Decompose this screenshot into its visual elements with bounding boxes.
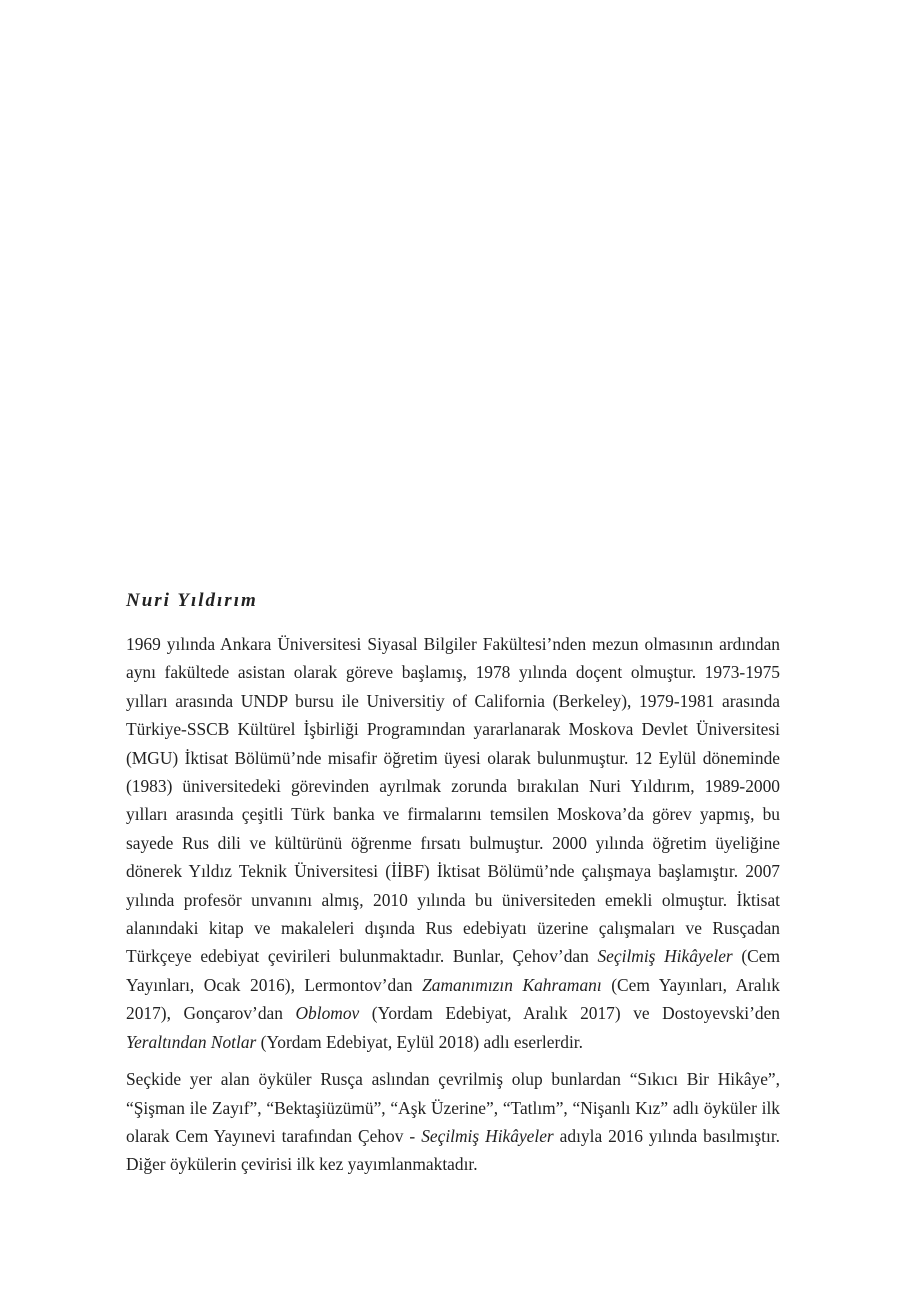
book-title-secilmis-hikayeler: Seçilmiş Hikâyeler bbox=[597, 946, 733, 967]
bio-paragraph-2 bbox=[126, 1065, 780, 1179]
bio-text: (Yordam Edebiyat, Aralık 2017) ve Dostoyevski’den bbox=[359, 1003, 780, 1024]
bio-paragraph-1 bbox=[126, 630, 780, 1056]
author-bio-section bbox=[126, 588, 780, 1179]
bio-text: (Yordam Edebiyat, Eylül 2018) adlı eserlerdir. bbox=[256, 1031, 583, 1052]
bio-text: 1969 yılında Ankara Üniversitesi Siyasal Bilgiler Fakültesi’nden mezun olmasının ardından aynı fakültede asistan olarak göreve başlamış, 1978 yılında doçent olmuştur. 1973-1975 yılları arasında UNDP bursu ile Universitiy of California (Berkeley), 1979-1981 arasında Türkiye-SSCB Kültürel İşbirliği Programından yararlanarak Moskova Devlet Üniversitesi (MGU) İktisat Bölümü’nde misafir öğretim üyesi olarak bulunmuştur. 12 Eylül döneminde (1983) üniversitedeki görevinden ayrılmak zorunda bırakılan Nuri Yıldırım, 1989-2000 yılları arasında çeşitli Türk banka ve firmalarını temsilen Moskova’da görev yapmış, bu sayede Rus dili ve kültürünü öğrenme fırsatı bulmuştur. 2000 yılında öğretim üyeliğine dönerek Yıldız Teknik Üniversitesi (İİBF) İktisat Bölümü’nde çalışmaya başlamıştır. 2007 yılında profesör unvanını almış, 2010 yılında bu üniversiteden emekli olmuştur. İktisat alanındaki kitap ve makaleleri dışında Rus edebiyatı üzerine çalışmaları ve Rusçadan Türkçeye edebiyat çevirileri bulunmaktadır. Bunlar, Çehov’dan bbox=[126, 634, 780, 967]
bio-text: (Cem Yayınları, Aralık 2017), Gonçarov’dan bbox=[126, 974, 780, 1024]
bio-text: adıyla 2016 yılında basılmıştır. Diğer öykülerin çevirisi ilk kez yayımlanmaktadır. bbox=[126, 1125, 780, 1175]
book-title-yeraltindan-notlar: Yeraltından Notlar bbox=[126, 1031, 257, 1052]
book-title-zamanimizin-kahramani: Zamanımızın Kahramanı bbox=[422, 974, 602, 995]
book-title-oblomov: Oblomov bbox=[295, 1003, 360, 1024]
bio-text: Seçkide yer alan öyküler Rusça aslından çevrilmiş olup bunlardan “Sıkıcı Bir Hikâye”, “Şişman ile Zayıf”, “Bektaşiüzümü”, “Aşk Üzerine”, “Tatlım”, “Nişanlı Kız” adlı öyküler ilk olarak Cem Yayınevi tarafından Çehov - bbox=[126, 1069, 780, 1146]
book-title-secilmis-hikayeler: Seçilmiş Hikâyeler bbox=[421, 1125, 554, 1146]
author-name: Nuri Yıldırım bbox=[126, 590, 258, 611]
bio-text: (Cem Yayınları, Ocak 2016), Lermontov’dan bbox=[126, 946, 780, 995]
